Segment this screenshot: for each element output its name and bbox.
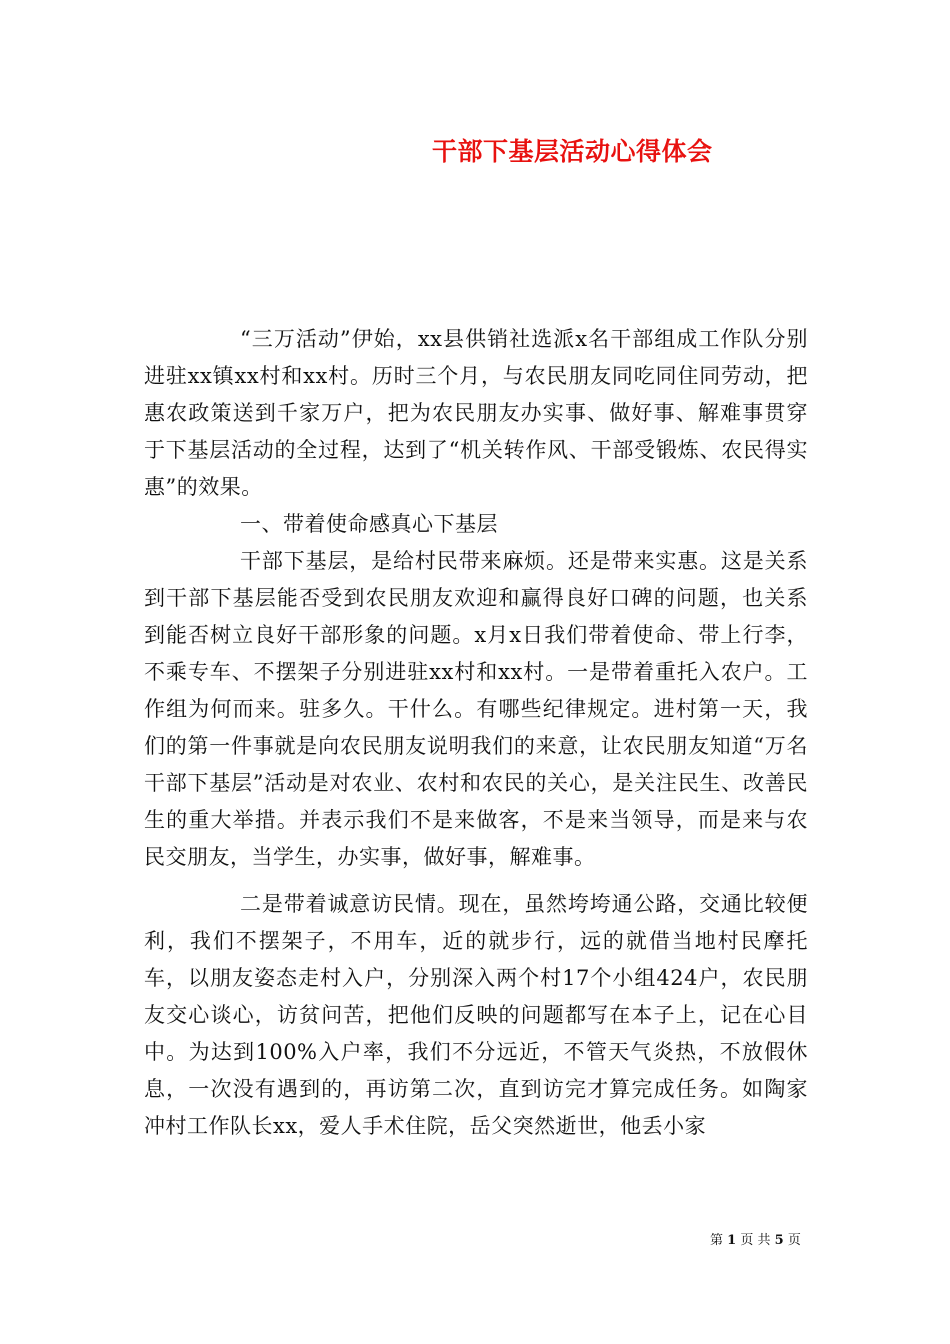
document-body (144, 321, 808, 1145)
footer-page-total: 5 (774, 1233, 784, 1248)
document-title: 干部下基层活动心得体会 (432, 137, 713, 166)
paragraph-section-1: 干部下基层，是给村民带来麻烦。还是带来实惠。这是关系到干部下基层能否受到农民朋友欢迎和赢得良好口碑的问题，也关系到能否树立良好干部形象的问题。x月x日我们带着使命、带上行李，不乘专车、不摆架子分别进驻xx村和xx村。一是带着重托入农户。工作组为何而来。驻多久。干什么。有哪些纪律规定。进村第一天，我们的第一件事就是向农民朋友说明我们的来意，让农民朋友知道“万名干部下基层”活动是对农业、农村和农民的关心，是关注民生、改善民生的重大举措。并表示我们不是来做客，不是来当领导，而是来与农民交朋友，当学生，办实事，做好事，解难事。 (144, 549, 808, 869)
paragraph-visits: 二是带着诚意访民情。现在，虽然垮垮通公路，交通比较便利，我们不摆架子，不用车，近的就步行，远的就借当地村民摩托车，以朋友姿态走村入户，分别深入两个村17个小组424户，农民朋友交心谈心，访贫问苦，把他们反映的问题都写在本子上，记在心目中。为达到100%入户率，我们不分远近，不管天气炎热，不放假休息，一次没有遇到的，再访第二次，直到访完才算完成任务。如陶家冲村工作队长xx，爱人手术住院，岳父突然逝世，他丢小家 (144, 892, 808, 1138)
paragraph-intro: “三万活动”伊始，xx县供销社选派x名干部组成工作队分别进驻xx镇xx村和xx村。历时三个月，与农民朋友同吃同住同劳动，把惠农政策送到千家万户，把为农民朋友办实事、做好事、解难事贯穿于下基层活动的全过程，达到了“机关转作风、干部受锻炼、农民得实惠”的效果。 (144, 327, 808, 499)
footer-prefix: 第 (710, 1233, 724, 1248)
footer-suffix: 页 (787, 1233, 801, 1248)
footer-middle: 页 共 (740, 1233, 771, 1248)
section-heading-1: 一、带着使命感真心下基层 (240, 512, 498, 536)
footer-page-number: 1 (727, 1233, 737, 1248)
page-footer (710, 1232, 820, 1250)
